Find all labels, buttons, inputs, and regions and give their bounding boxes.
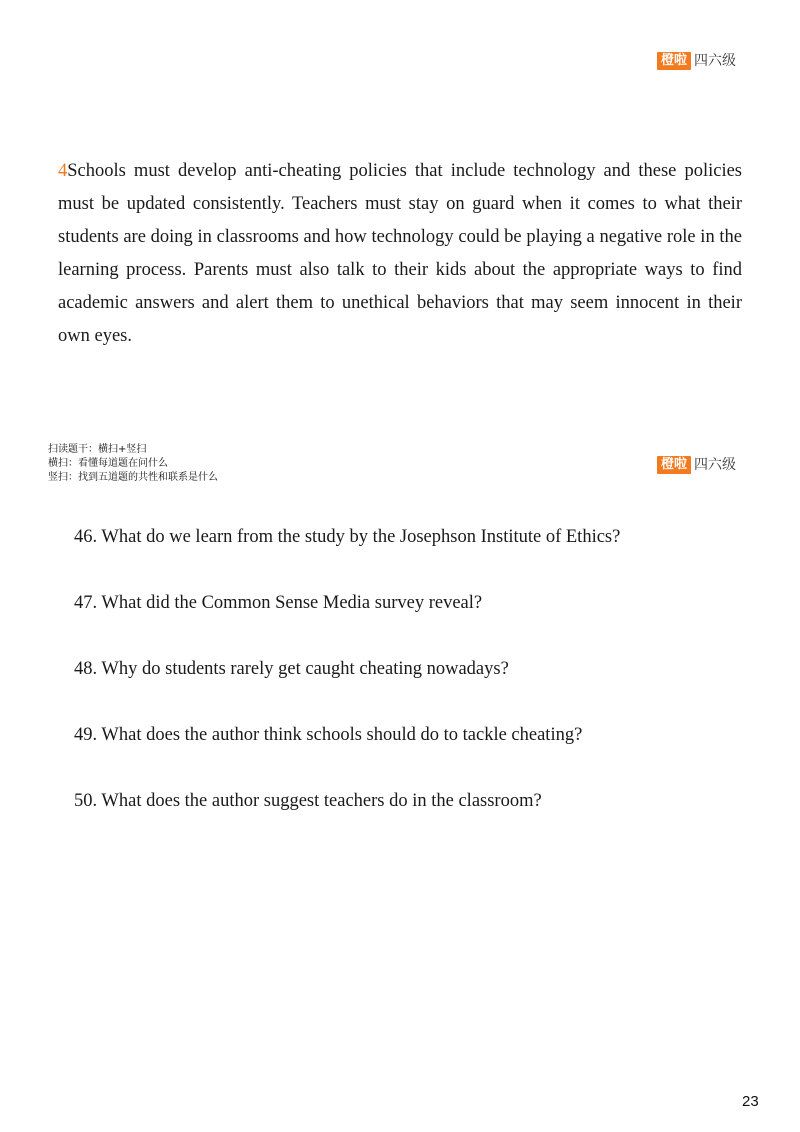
question-49: 49. What does the author think schools should do to tackle cheating? [74,725,583,745]
brand-level: 四六级 [694,457,737,473]
question-48: 48. Why do students rarely get caught cheating nowadays? [74,659,509,679]
brand-name: 橙啦 [657,456,691,474]
paragraph-number: 4 [58,161,68,181]
scan-tips [48,443,218,485]
question-50: 50. What does the author suggest teachers do in the classroom? [74,791,542,811]
brand-name: 橙啦 [657,52,691,70]
question-47: 47. What did the Common Sense Media survey reveal? [74,593,483,613]
page-number: 23 [742,1093,759,1110]
scan-tip-line: 竖扫：找到五道题的共性和联系是什么 [48,472,218,483]
brand-level: 四六级 [694,53,737,69]
paragraph-text: Schools must develop anti-cheating policies that include technology and these policies must be updated consistently. Teachers must stay on guard when it comes to what their students are doing in classrooms and how technology could be playing a negative role in the learning process. Parents must also talk to their kids about the appropriate ways to find academic answers and alert them to unethical behaviors that may seem innocent in their own eyes. [58,161,742,346]
brand-logo-mid [657,456,736,474]
brand-logo-top [657,52,736,70]
question-46: 46. What do we learn from the study by the Josephson Institute of Ethics? [74,527,621,547]
scan-tip-line: 扫读题干：横扫+竖扫 [48,444,147,455]
question-list [74,522,620,852]
passage-paragraph [58,155,742,353]
scan-tip-line: 横扫：看懂每道题在问什么 [48,458,168,469]
